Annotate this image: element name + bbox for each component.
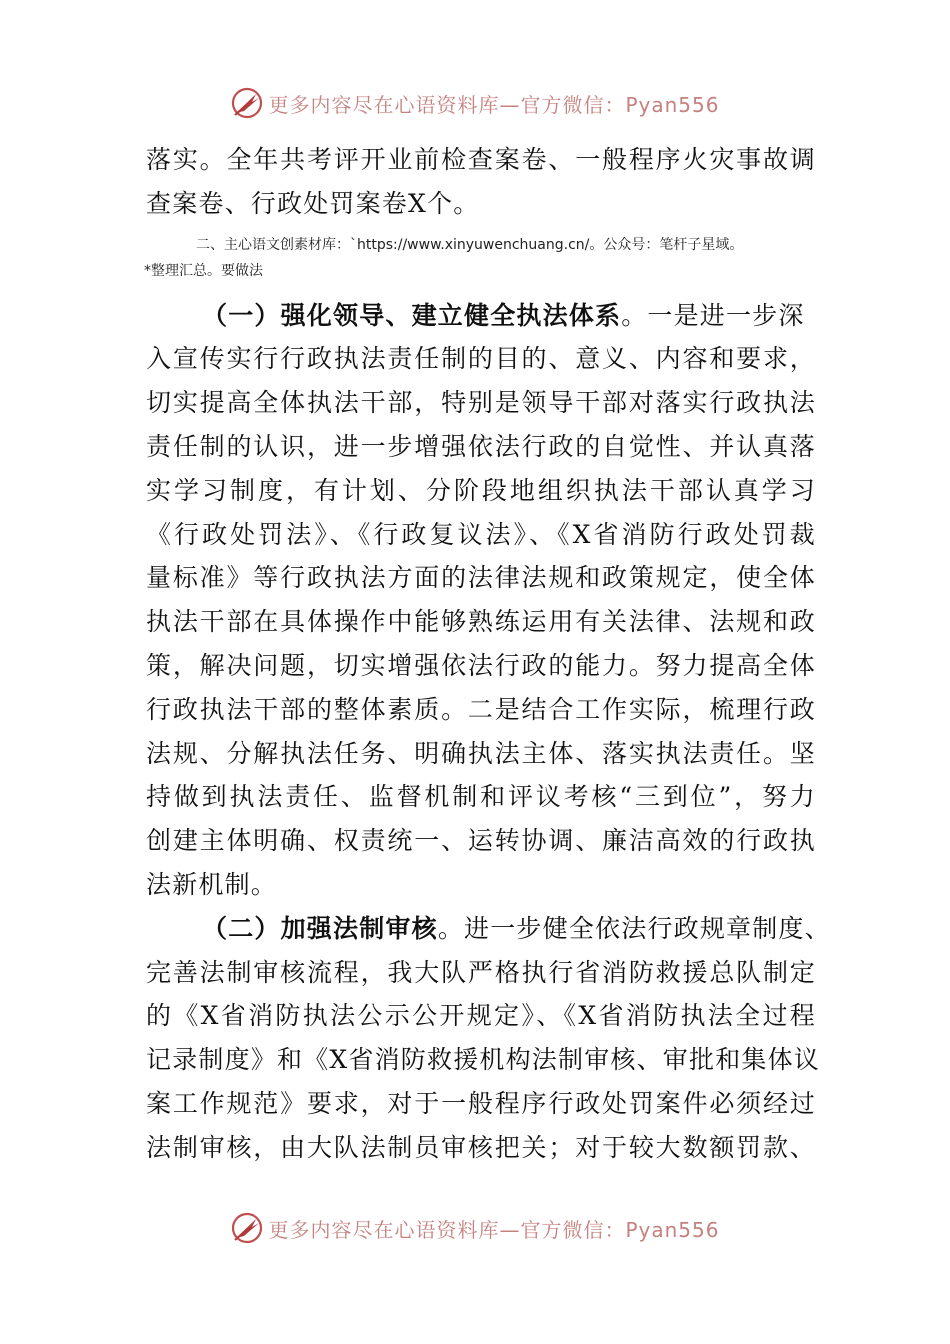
text-line: 案工作规范》要求，对于一般程序行政处罚案件必须经过 xyxy=(146,1088,816,1118)
header-banner xyxy=(0,85,950,121)
text-span: 。一是进一步深 xyxy=(621,300,805,330)
text-line: 责任制的认识，进一步增强依法行政的自觉性、并认真落 xyxy=(146,431,816,461)
quill-logo-icon xyxy=(230,86,264,120)
text-line: 创建主体明确、权责统一、运转协调、廉洁高效的行政执 xyxy=(146,826,816,856)
text-line: 持做到执法责任、监督机制和评议考核“三到位”，努力 xyxy=(146,782,816,812)
text-line: 完善法制审核流程，我大队严格执行省消防救援总队制定 xyxy=(146,957,816,987)
text-line: 《行政处罚法》、《行政复议法》、《X省消防行政处罚裁 xyxy=(146,519,816,549)
section-1-paragraph xyxy=(146,294,816,907)
text-line: 策，解决问题，切实增强依法行政的能力。努力提高全体 xyxy=(146,650,816,680)
text-line: 法规、分解执法任务、明确执法主体、落实执法责任。坚 xyxy=(146,738,816,768)
text-line: 法制审核，由大队法制员审核把关；对于较大数额罚款、 xyxy=(146,1132,816,1162)
text-line: 量标准》等行政执法方面的法律法规和政策规定，使全体 xyxy=(146,563,816,593)
section-2-paragraph xyxy=(146,907,831,1170)
text-line: 查案卷、行政处罚案卷X个。 xyxy=(146,188,480,218)
text-line: 记录制度》和《X省消防救援机构法制审核、审批和集体议 xyxy=(146,1045,821,1075)
section-1-first-line xyxy=(146,294,816,338)
note-line: *整理汇总。要做法 xyxy=(144,262,263,279)
text-line: 法新机制。 xyxy=(146,869,278,899)
section-1-heading: （一）强化领导、建立健全执法体系 xyxy=(202,300,622,330)
text-span: 。进一步健全依法行政规章制度、 xyxy=(437,913,831,943)
quill-logo-icon xyxy=(230,1211,264,1245)
text-line: 行政执法干部的整体素质。二是结合工作实际，梳理行政 xyxy=(146,694,816,724)
text-line: 入宣传实行行政执法责任制的目的、意义、内容和要求， xyxy=(146,344,816,374)
footer-banner-text: 更多内容尽在心语资料库—官方微信：Pyan556 xyxy=(268,1217,720,1242)
section-2-first-line xyxy=(146,907,831,951)
text-line: 切实提高全体执法干部，特别是领导干部对落实行政执法 xyxy=(146,388,816,418)
text-line: 执法干部在具体操作中能够熟练运用有关法律、法规和政 xyxy=(146,607,816,637)
intro-paragraph xyxy=(146,138,816,226)
note-line: 二、主心语文创素材库：`https://www.xinyuwenchuang.cn/。公众号：笔杆子星域。 xyxy=(196,236,744,253)
text-line: 落实。全年共考评开业前检查案卷、一般程序火灾事故调 xyxy=(146,145,816,174)
footer-banner xyxy=(0,1210,950,1246)
document-body xyxy=(144,138,831,1170)
section-2-heading: （二）加强法制审核 xyxy=(202,913,438,943)
text-line: 实学习制度，有计划、分阶段地组织执法干部认真学习 xyxy=(146,475,816,505)
header-banner-text: 更多内容尽在心语资料库—官方微信：Pyan556 xyxy=(268,92,720,117)
text-line: 的《X省消防执法公示公开规定》、《X省消防执法全过程 xyxy=(146,1001,816,1031)
